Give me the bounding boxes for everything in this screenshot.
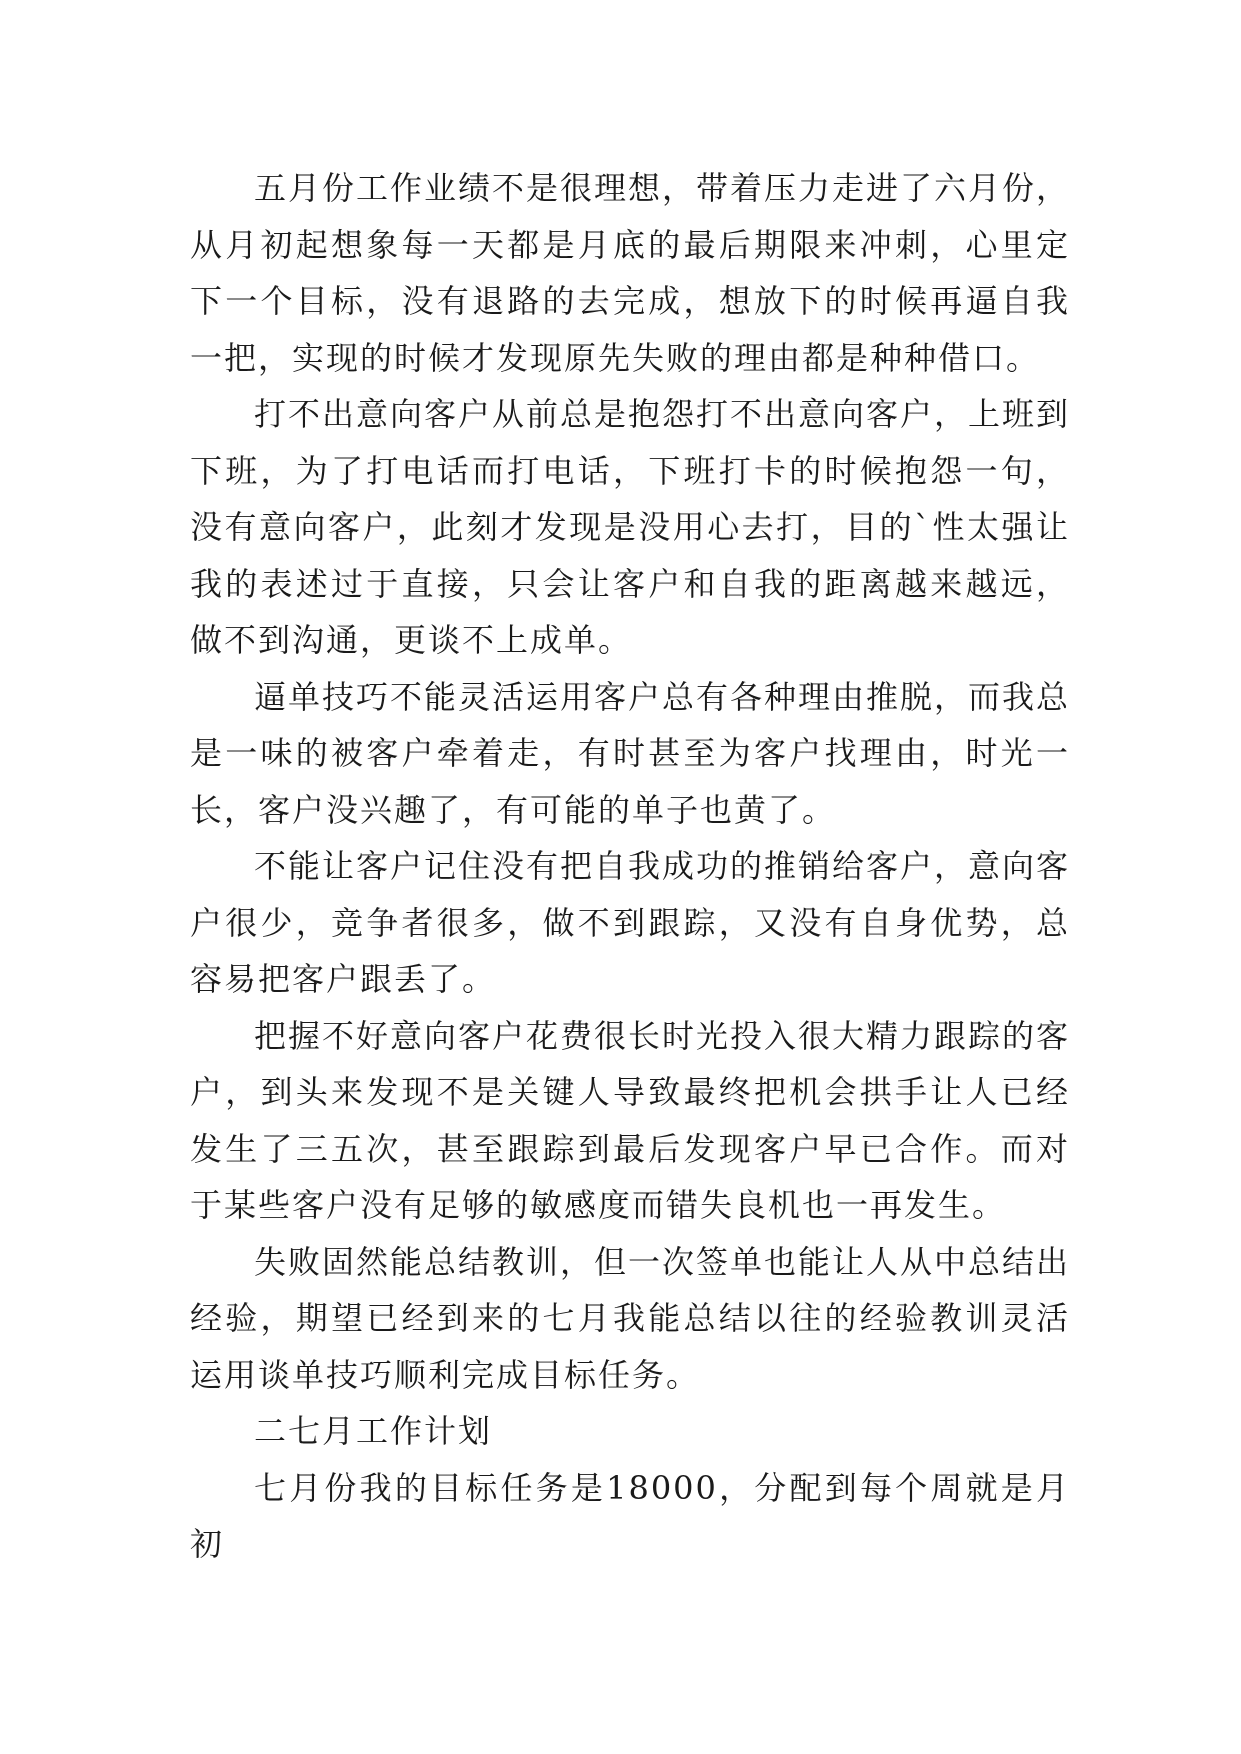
section-heading-july-plan: 二七月工作计划 xyxy=(254,1412,493,1450)
paragraph-july-target: 七月份我的目标任务是18000，分配到每个周就是月初 xyxy=(190,1468,1070,1563)
paragraph-lead-handling: 把握不好意向客户花费很长时光投入很大精力跟踪的客户，到头来发现不是关键人导致最终把机会拱手让人已经发生了三五次，甚至跟踪到最后发现客户早已合作。而对于某些客户没有足够的敏感度而错失良机也一再发生。 xyxy=(190,1016,1071,1224)
paragraph-lessons: 失败固然能总结教训，但一次签单也能让人从中总结出经验，期望已经到来的七月我能总结以往的经验教训灵活运用谈单技巧顺利完成目标任务。 xyxy=(190,1242,1071,1394)
paragraph-client-memory: 不能让客户记住没有把自我成功的推销给客户，意向客户很少，竞争者很多，做不到跟踪，又没有自身优势，总容易把客户跟丢了。 xyxy=(190,847,1071,998)
paragraph-may-review: 五月份工作业绩不是很理想，带着压力走进了六月份，从月初起想象每一天都是月底的最后期限来冲刺，心里定下一个目标，没有退路的去完成，想放下的时候再逼自我一把，实现的时候才发现原先失败的理由都是种种借口。 xyxy=(190,169,1071,377)
document-body xyxy=(190,160,1070,1573)
paragraph-closing-skills: 逼单技巧不能灵活运用客户总有各种理由推脱，而我总是一味的被客户牵着走，有时甚至为客户找理由，时光一长，客户没兴趣了，有可能的单子也黄了。 xyxy=(190,677,1071,829)
paragraph-no-leads: 打不出意向客户从前总是抱怨打不出意向客户，上班到下班，为了打电话而打电话，下班打卡的时候抱怨一句，没有意向客户，此刻才发现是没用心去打，目的`性太强让我的表述过于直接，只会让客户和自我的距离越来越远，做不到沟通，更谈不上成单。 xyxy=(190,395,1071,659)
